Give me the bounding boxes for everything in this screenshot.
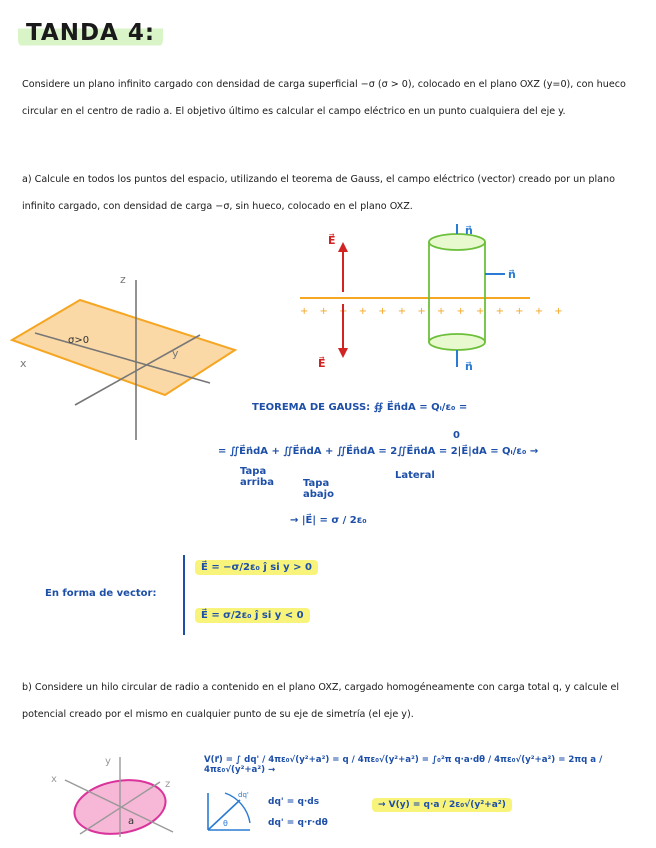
plane-label: σ>0: [68, 335, 90, 346]
element-diagram: [205, 788, 255, 833]
ring-axis-x: x: [51, 774, 57, 785]
plus-signs: + + + + + + + + + + + + + +: [300, 306, 567, 317]
dq-line-2: dq' = q·r·dθ: [268, 818, 328, 828]
dq-line-1: dq' = q·ds: [268, 797, 320, 807]
flux-expansion: = ∬E⃗n⃗dA + ∬E⃗n⃗dA + ∬E⃗n⃗dA = 2∬E⃗n⃗dA = 2|E⃗|dA = Qᵢ/ε₀ →: [218, 446, 539, 457]
part-a-statement: a) Calcule en todos los puntos del espacio, utilizando el teorema de Gauss, el campo eléctrico (vector) creado por un plano infinito cargado, con densidad de carga −σ, sin hueco, colocado en el plano OXZ.: [22, 174, 615, 212]
sub-lateral-label: Lateral: [395, 470, 435, 481]
theta-label: θ: [223, 819, 228, 828]
brace: [183, 555, 185, 635]
vector-form-label: En forma de vector:: [45, 588, 157, 599]
ring-diagram: [45, 752, 180, 842]
plane-diagram: [10, 265, 245, 450]
problem-statement: Considere un plano infinito cargado con densidad de carga superficial −σ (σ > 0), colocado en el plano OXZ (y=0), con hueco circular en el centro de radio a. El objetivo último es calcular el campo eléctrico en un punto cualquiera del eje y.: [22, 79, 626, 117]
page-title: TANDA 4:: [18, 18, 163, 48]
part-b-statement: b) Considere un hilo circular de radio a contenido en el plano OXZ, cargado homogéneamente con carga total q, y calcule el potencial creado por el mismo en cualquier punto de su eje de simetría (el eje y).: [22, 682, 620, 720]
n-bottom-label: n⃗: [465, 360, 473, 373]
zero-label: 0: [453, 430, 460, 441]
field-case-negative: E⃗ = σ/2ε₀ ĵ si y < 0: [195, 610, 310, 621]
ring-axis-y: y: [105, 756, 111, 767]
gauss-equation: ∯ E⃗n⃗dA = Qᵢ/ε₀ =: [373, 402, 468, 413]
field-magnitude: → |E⃗| = σ / 2ε₀: [290, 515, 367, 526]
dq-label: dq': [238, 791, 249, 799]
sub-top-label: Tapa arriba: [240, 466, 274, 488]
E-top-label: E⃗: [328, 234, 336, 247]
axis-z-label: z: [120, 273, 126, 286]
E-bottom-label: E⃗: [318, 357, 326, 370]
gauss-cylinder: [429, 334, 485, 350]
gauss-theorem: [252, 402, 467, 413]
n-right-label: n⃗: [508, 268, 516, 281]
axis-y-label: y: [172, 347, 179, 360]
ring-radius-label: a: [128, 816, 135, 827]
potential-derivation: V(r⃗) = ∫ dq' / 4πε₀√(y²+a²) = q / 4πε₀√(y²+a²) = ∫₀²π q·a·dθ / 4πε₀√(y²+a²) = 2πq a / 4πε₀√(y²+a²) →: [204, 755, 603, 775]
field-case-positive: E⃗ = −σ/2ε₀ ĵ si y > 0: [195, 562, 318, 573]
axis-x-label: x: [20, 357, 27, 370]
sub-bottom-label: Tapa abajo: [303, 478, 334, 500]
n-top-label: n⃗: [465, 224, 473, 237]
gauss-diagram: [295, 222, 567, 377]
potential-result: → V(y) = q·a / 2ε₀√(y²+a²): [372, 800, 512, 810]
ring-axis-z: z: [165, 779, 171, 790]
gauss-label: TEOREMA DE GAUSS:: [252, 402, 371, 413]
